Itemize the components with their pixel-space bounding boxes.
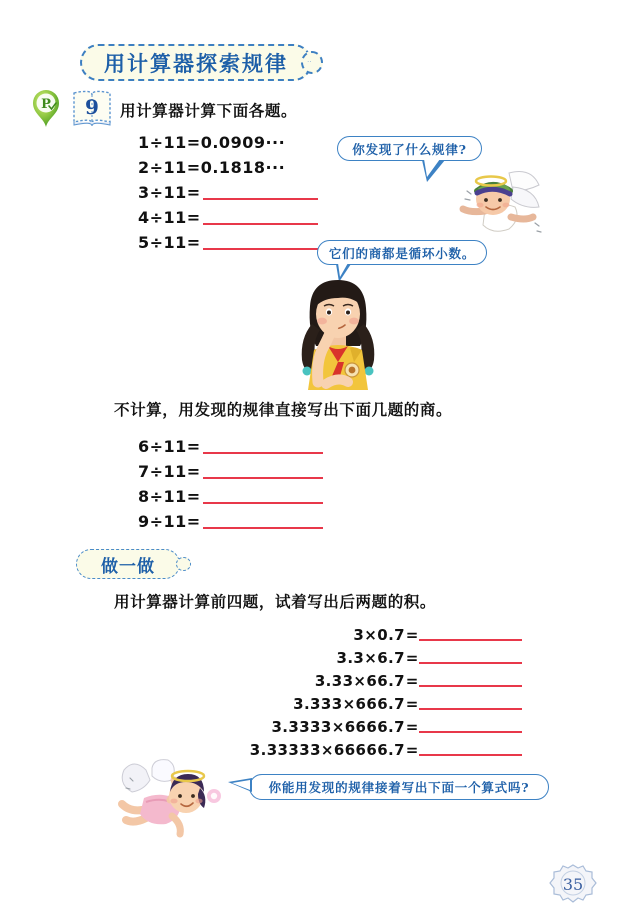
division-equations-group-2 — [138, 434, 323, 534]
equals-sign: = — [405, 648, 419, 667]
green-pin-icon — [31, 88, 61, 128]
multiplication-expression: 3.33×66.7 — [314, 671, 405, 690]
equals-sign: = — [405, 671, 419, 690]
division-equations-group-1 — [138, 130, 318, 255]
multiplication-row — [205, 738, 522, 761]
speech-bubble-text: 你能用发现的规律接着写出下面一个算式吗? — [268, 780, 530, 795]
pink-fairy-girl-illustration — [112, 758, 232, 848]
answer-blank[interactable] — [203, 464, 323, 479]
multiplication-expression: 3.33333×66666.7 — [249, 740, 405, 759]
answer-blank[interactable] — [419, 697, 522, 710]
page-number-text: 35 — [562, 875, 584, 894]
speech-bubble-fairy-question — [249, 774, 549, 800]
speech-bubble-cherub-question — [337, 136, 482, 161]
answer-blank[interactable] — [419, 720, 522, 733]
answer-blank[interactable] — [203, 514, 323, 529]
equation-row — [138, 484, 323, 509]
instruction-line-3: 用计算器计算前四题，试着写出后两题的积。 — [114, 592, 437, 611]
multiplication-row — [205, 715, 522, 738]
multiplication-row — [205, 623, 522, 646]
equation-lhs: 5÷11= — [138, 233, 201, 252]
multiplication-row — [205, 646, 522, 669]
equation-value: 0.0909··· — [200, 133, 286, 152]
equation-row — [138, 205, 318, 230]
multiplication-exercise-group — [205, 623, 522, 761]
problem-number: 9 — [85, 95, 99, 119]
equation-lhs: 1÷11= — [138, 133, 201, 152]
section-title-banner — [80, 44, 312, 81]
equals-sign: = — [405, 625, 419, 644]
cherub-angel-boy-illustration — [455, 165, 545, 245]
thinking-girl-illustration — [282, 272, 392, 392]
do-it-tag-knob-decoration — [176, 557, 191, 571]
open-book-badge-icon — [71, 89, 113, 127]
answer-blank[interactable] — [419, 628, 522, 641]
equation-lhs: 9÷11= — [138, 512, 201, 531]
multiplication-expression: 3×0.7 — [353, 625, 405, 644]
answer-blank[interactable] — [419, 743, 522, 756]
answer-blank[interactable] — [419, 674, 522, 687]
equation-row — [138, 155, 318, 180]
speech-bubble-tail — [422, 160, 445, 182]
equals-sign: = — [405, 717, 419, 736]
equation-row — [138, 434, 323, 459]
equation-row — [138, 459, 323, 484]
equation-lhs: 8÷11= — [138, 487, 201, 506]
answer-blank[interactable] — [203, 439, 323, 454]
answer-blank[interactable] — [203, 489, 323, 504]
speech-bubble-text: 你发现了什么规律? — [352, 141, 467, 157]
multiplication-expression: 3.333×666.7 — [293, 694, 405, 713]
speech-bubble-text: 它们的商都是循环小数。 — [328, 245, 476, 261]
equals-sign: = — [405, 740, 419, 759]
answer-blank[interactable] — [419, 651, 522, 664]
equation-lhs: 6÷11= — [138, 437, 201, 456]
svg-text:P: P — [41, 97, 51, 112]
multiplication-expression: 3.3×6.7 — [336, 648, 405, 667]
equation-lhs: 2÷11= — [138, 158, 201, 177]
equation-lhs: 7÷11= — [138, 462, 201, 481]
multiplication-row — [205, 692, 522, 715]
multiplication-expression: 3.3333×6666.7 — [271, 717, 405, 736]
title-banner-knob-decoration — [301, 51, 323, 74]
equals-sign: = — [405, 694, 419, 713]
multiplication-row — [205, 669, 522, 692]
instruction-line-2: 不计算，用发现的规律直接写出下面几题的商。 — [114, 400, 453, 419]
answer-blank[interactable] — [203, 185, 318, 200]
answer-blank[interactable] — [203, 235, 318, 250]
equation-row — [138, 130, 318, 155]
answer-blank[interactable] — [203, 210, 318, 225]
equation-row — [138, 180, 318, 205]
equation-value: 0.1818··· — [200, 158, 286, 177]
page-number-badge — [548, 862, 598, 908]
equation-lhs: 3÷11= — [138, 183, 201, 202]
equation-lhs: 4÷11= — [138, 208, 201, 227]
knob-scribble-text: ·· — [307, 58, 312, 66]
equation-row — [138, 230, 318, 255]
equation-row — [138, 509, 323, 534]
do-it-tag-text: 做一做 — [101, 556, 155, 577]
do-it-section-tag — [76, 549, 180, 579]
section-title-text: 用计算器探索规律 — [104, 50, 288, 76]
instruction-line-1: 用计算器计算下面各题。 — [120, 101, 298, 120]
